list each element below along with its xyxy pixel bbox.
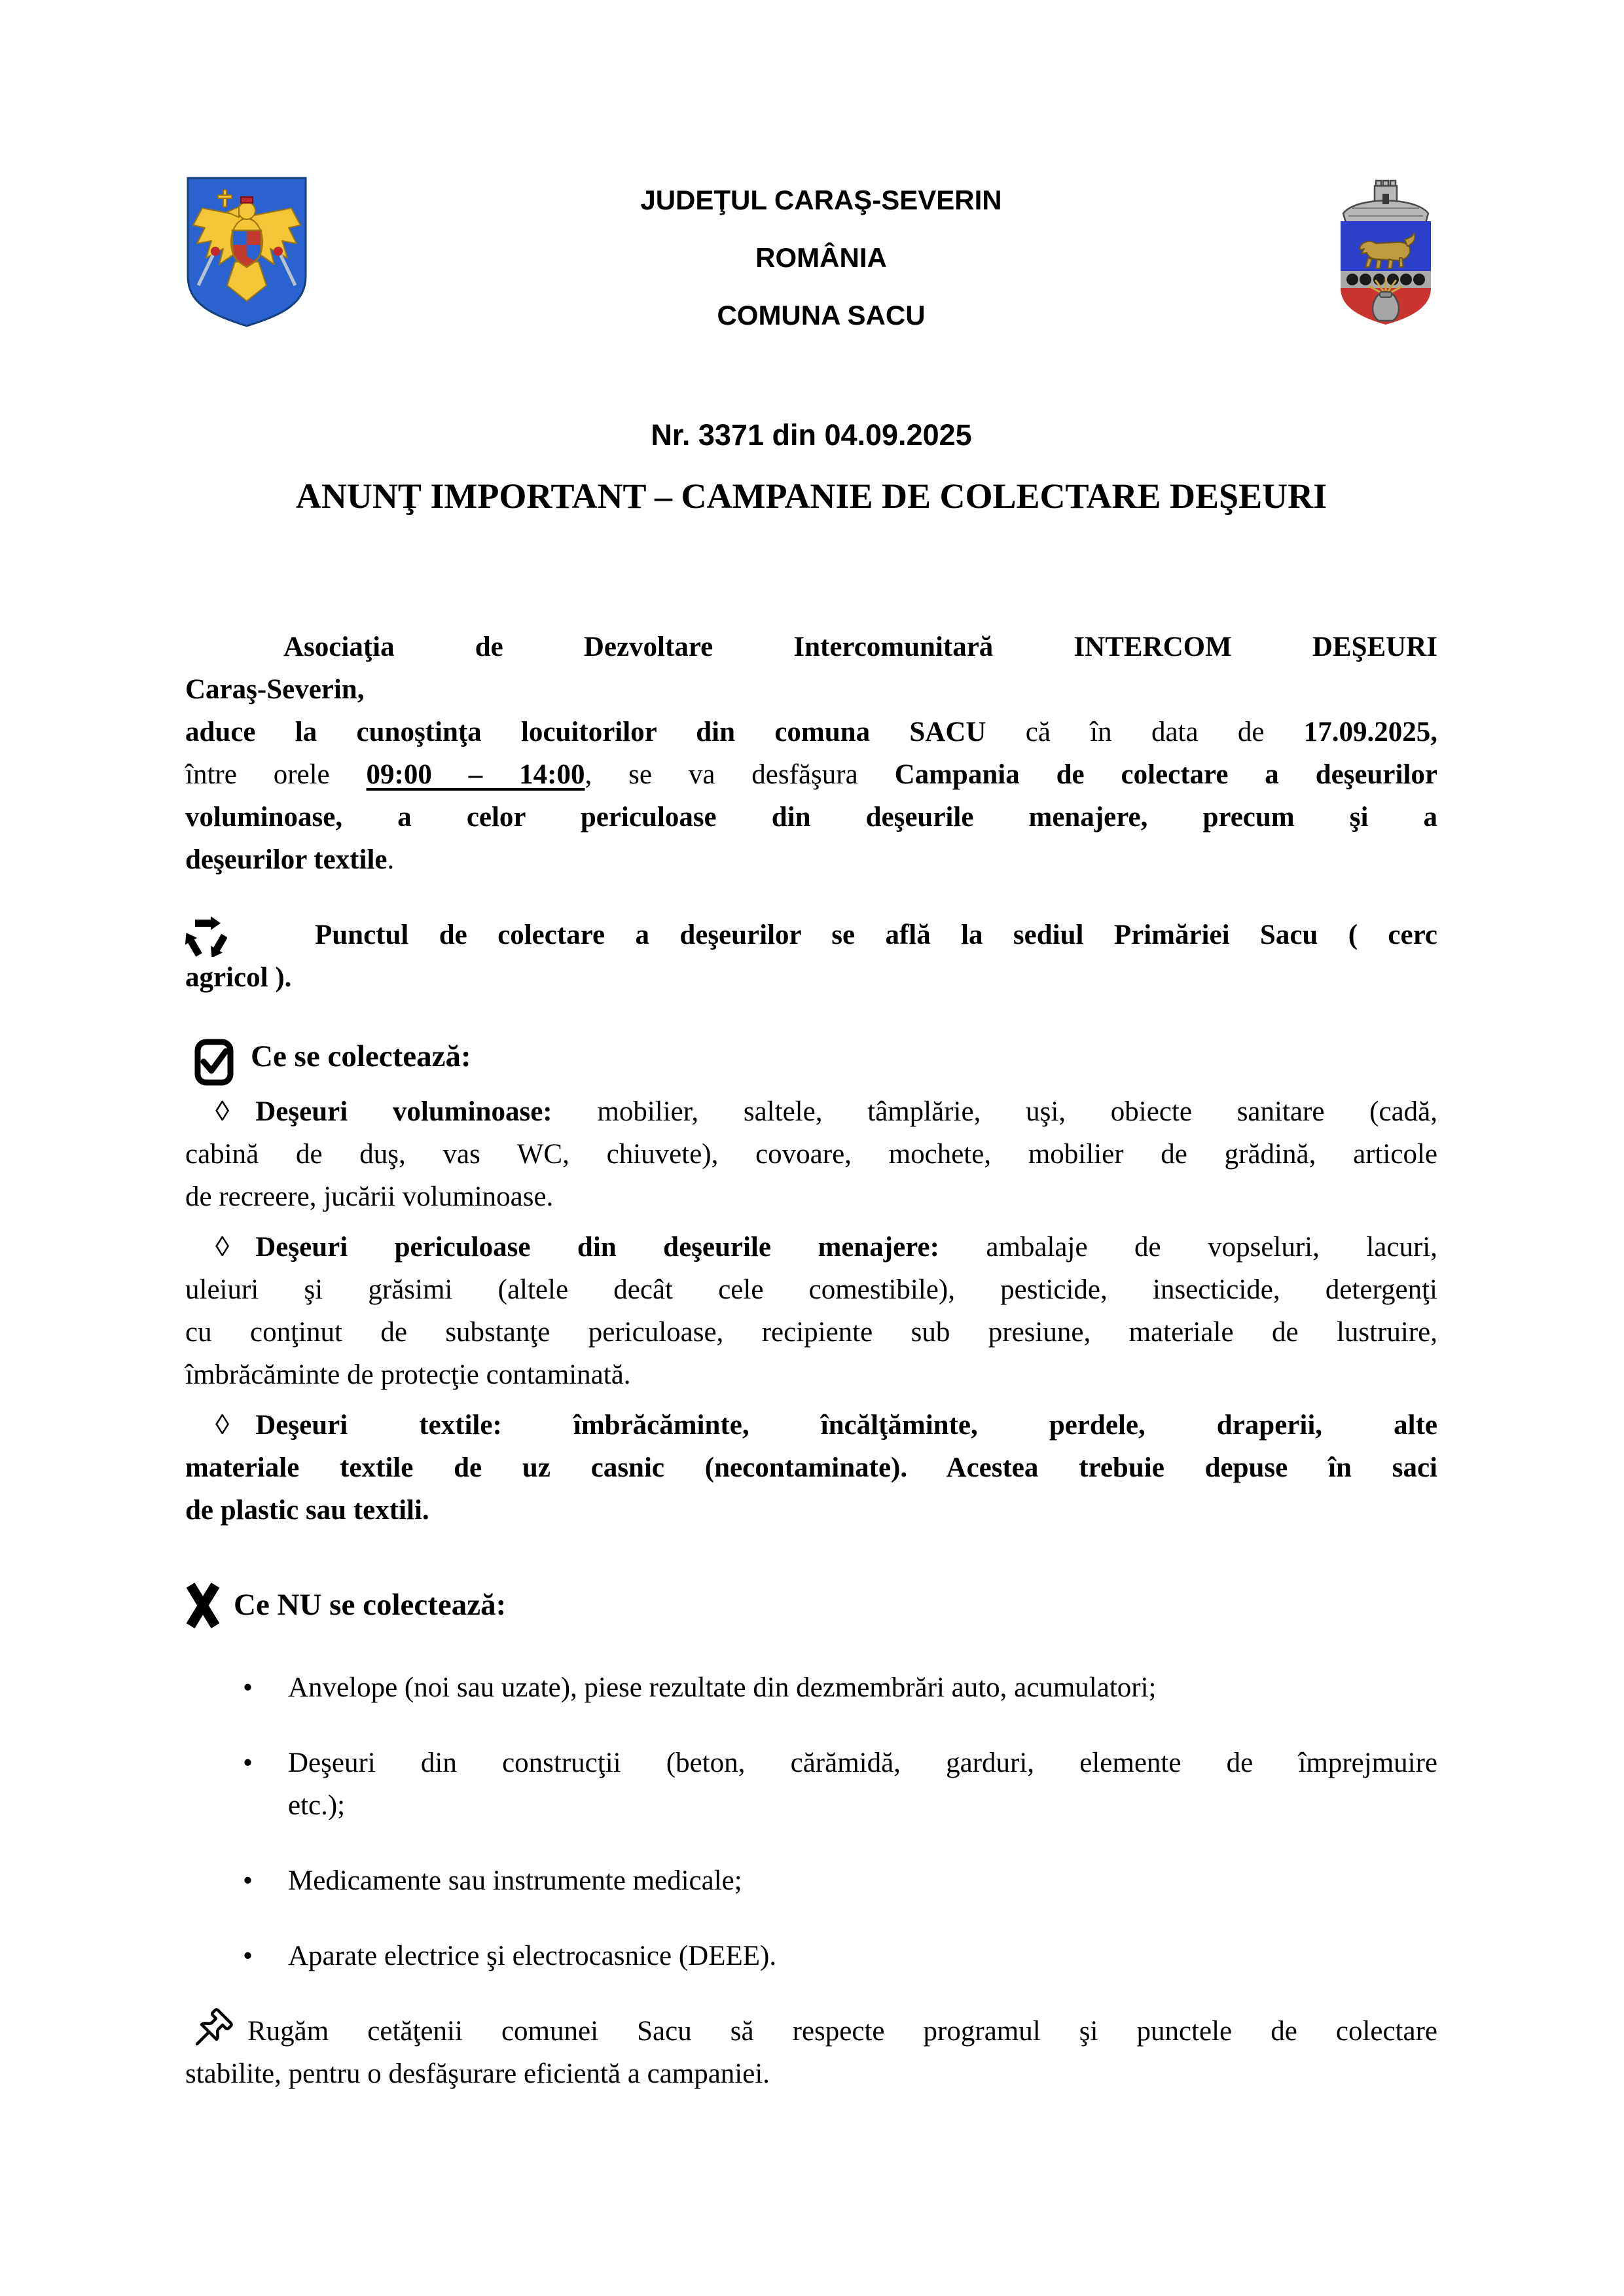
sacu-coat-of-arms (1334, 179, 1437, 332)
collect-heading (185, 1033, 1437, 1080)
document-number: Nr. 3371 din 04.09.2025 (651, 418, 972, 452)
collection-point-paragraph: Punctul de colectare a deşeurilor se află la sediul Primăriei Sacu ( cerc agricol ). (185, 914, 1437, 999)
list-item (185, 1742, 1437, 1827)
not-collect-heading-label: Ce NU se colectează: (234, 1588, 507, 1622)
bulky-waste-paragraph: ◊ Deşeuri voluminoase: mobilier, saltele, tâmplărie, uşi, obiecte sanitare (cadă, cabină de duş, vas WC, chiuvete), covoare, mochete, mobilier de grădină, articole de recreere, jucării voluminoase. (185, 1096, 1437, 1212)
list-item (185, 1666, 1437, 1709)
header-county-line: JUDEŢUL CARAŞ-SEVERIN (640, 185, 1002, 215)
header-commune-line: COMUNA SACU (717, 300, 926, 331)
bullet-dot: • (243, 1865, 253, 1896)
not-collect-heading (185, 1580, 1437, 1630)
sacu-coat-of-arms-icon (1334, 179, 1437, 329)
recycle-icon (185, 915, 227, 960)
list-item-text: Medicamente sau instrumente medicale; (288, 1865, 742, 1896)
list-item (185, 1935, 1437, 1977)
bullet-dot: • (243, 1748, 253, 1778)
list-item (185, 1859, 1437, 1902)
list-item-text: Aparate electrice şi electrocasnice (DEEE). (288, 1941, 777, 1971)
list-item-text: Deşeuri din construcţii (beton, cărămidă, garduri, elemente de împrejmuire etc.); (288, 1748, 1437, 1821)
bullet-dot: • (243, 1941, 253, 1971)
romania-coat-of-arms-icon (185, 175, 308, 329)
closing-paragraph: Rugăm cetăţenii comunei Sacu să respecte programul şi punctele de colectare stabilite, pentru o desfăşurare eficientă a campaniei. (185, 2010, 1437, 2095)
header-country-line: ROMÂNIA (755, 242, 887, 273)
bullet-dot: • (243, 1672, 253, 1703)
pushpin-icon (185, 2002, 238, 2058)
document-header (185, 0, 1437, 359)
collect-heading-label: Ce se colectează: (251, 1039, 471, 1073)
hazardous-waste-paragraph: ◊ Deşeuri periculoase din deşeurile menajere: ambalaje de vopseluri, lacuri, uleiuri şi grăsimi (altele decât cele comestibile), pesticide, insecticide, detergenţi cu conţinut de substanţe periculoase, recipiente sub presiune, materiale de lustruire, îmbrăcăminte de protecţie contaminată. (185, 1232, 1437, 1390)
textile-waste-paragraph: ◊ Deşeuri textile: îmbrăcăminte, încălţăminte, perdele, draperii, alte materiale textile de uz casnic (necontaminate). Acestea trebuie depuse în saci de plastic sau textili. (185, 1410, 1437, 1526)
intro-paragraph: Asociaţia de Dezvoltare Intercomunitară INTERCOM DEŞEURI Caraş-Severin, aduce la cunoştinţa locuitorilor din comuna SACU că în data de 17.09.2025, între orele 09:00 – 14:00, se va desfăşura Campania de colectare a deşeurilor voluminoase, a celor periculoase din deşeurile menajere, precum şi a deşeurilor textile. (185, 632, 1437, 875)
romania-coat-of-arms (185, 175, 308, 332)
not-collected-list (185, 1666, 1437, 1977)
page-title: ANUNŢ IMPORTANT – CAMPANIE DE COLECTARE DEŞEURI (295, 476, 1327, 516)
header-text-block (308, 175, 1334, 359)
x-mark-icon (185, 1580, 221, 1646)
list-item-text: Anvelope (noi sau uzate), piese rezultate din dezmembrări auto, acumulatori; (288, 1672, 1157, 1703)
